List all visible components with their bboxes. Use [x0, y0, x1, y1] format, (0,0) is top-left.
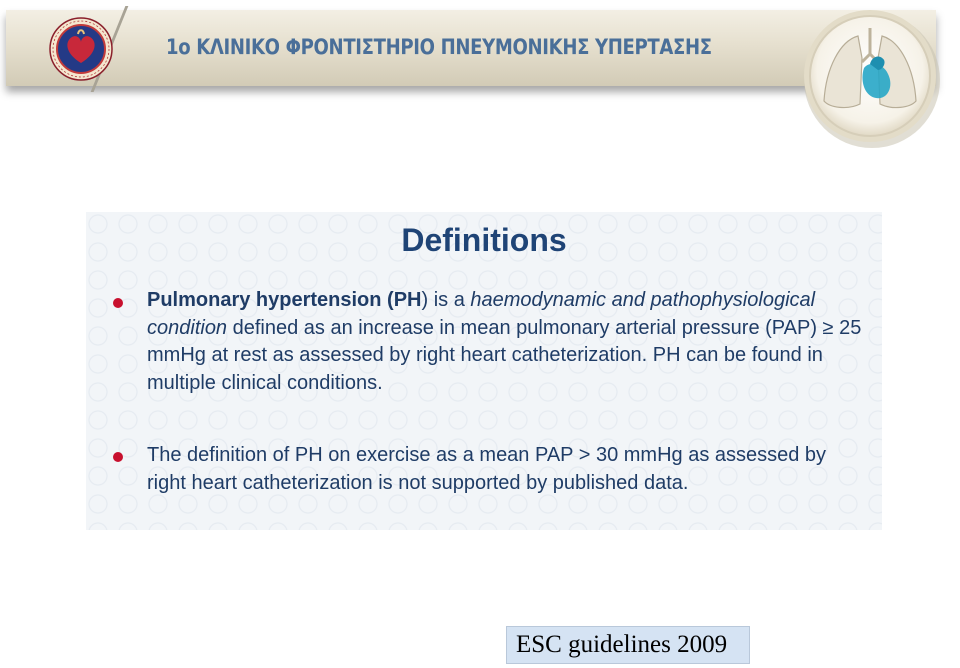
- ph-italic-term: haemodynamic and pathophysiological condition: [147, 289, 816, 339]
- heart-society-seal-icon: [48, 16, 114, 82]
- header-banner: [0, 0, 960, 90]
- bullet-marker-2: [113, 452, 123, 462]
- definitions-panel: [86, 212, 882, 530]
- ph-text-2: defined as an increase in mean pulmonary arterial pressure (PAP) ≥ 25 mmHg at rest as assessed by right heart catheterization. PH can be found in multiple clinical conditions.: [147, 316, 862, 394]
- source-label: ESC guidelines 2009: [506, 626, 750, 664]
- bullet-marker-1: [113, 298, 123, 308]
- definition-paragraph-1: [147, 287, 867, 397]
- header-title: 1ο ΚΛΙΝΙΚΟ ΦΡΟΝΤΙΣΤΗΡΙΟ ΠΝΕΥΜΟΝΙΚΗΣ ΥΠΕΡΤΑΣΗΣ: [166, 35, 712, 59]
- definition-paragraph-2: The definition of PH on exercise as a mean PAP > 30 mmHg as assessed by right heart catheterization is not supported by published data.: [147, 444, 827, 494]
- ph-term: Pulmonary hypertension (PH: [147, 289, 422, 311]
- ph-text-1: ) is a: [421, 289, 471, 311]
- definitions-title: Definitions: [401, 222, 567, 258]
- lungs-heart-icon: [800, 6, 948, 154]
